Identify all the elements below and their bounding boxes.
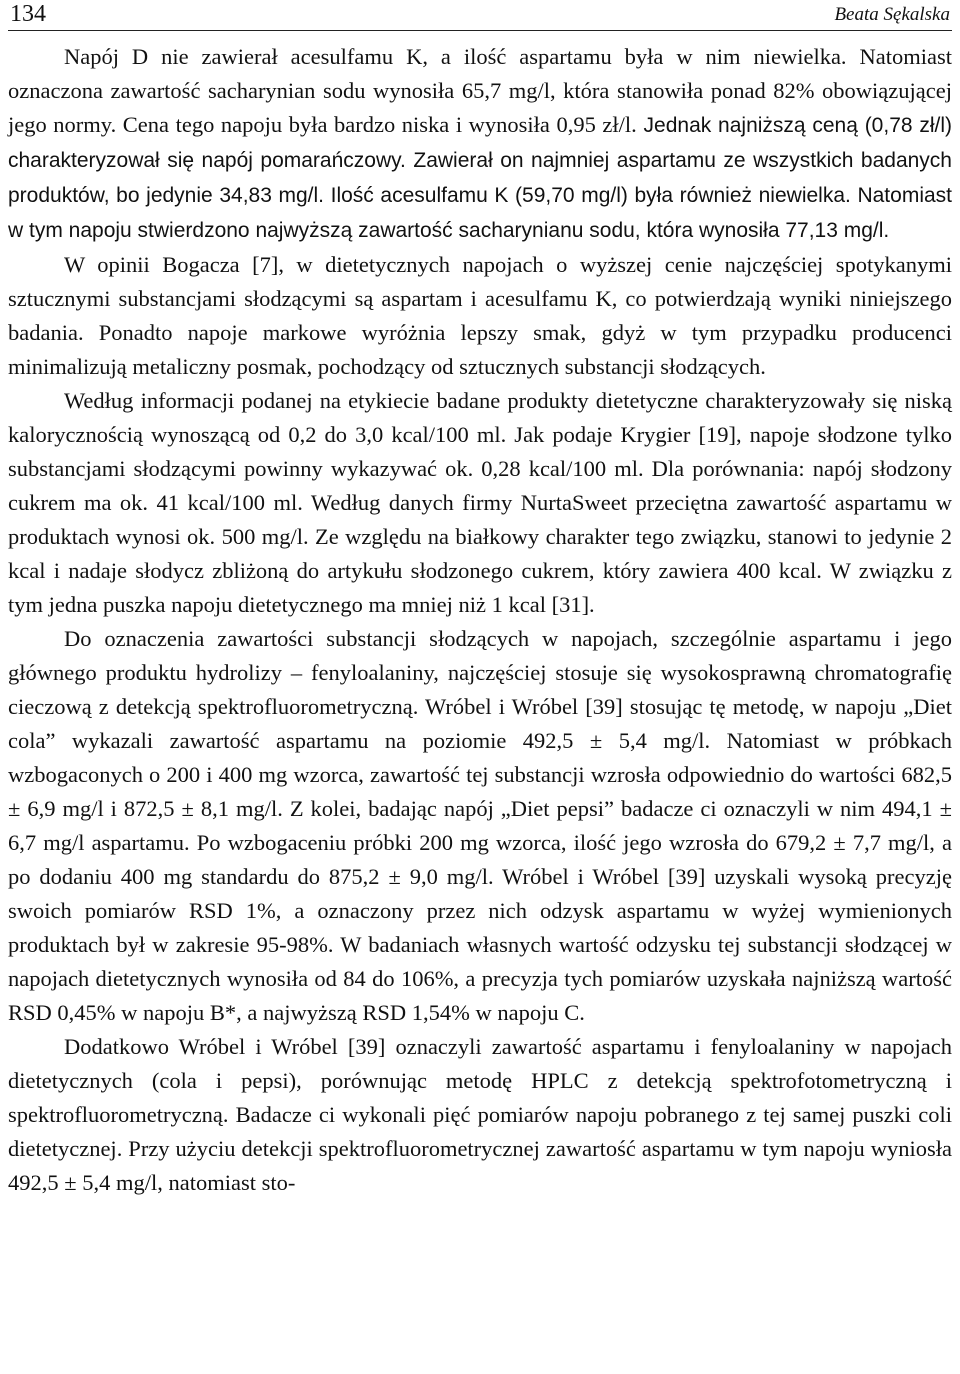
running-header bbox=[8, 0, 952, 31]
paragraph-text: Napój D nie zawierał acesulfamu K, a ilość aspartamu była w nim niewielka. Natomiast oznaczona zawartość sacharynian sodu wynosiła 65,7 mg/l, która stanowiła ponad 82% obowiązującej jego normy. Cena tego napoju była bardzo niska i wynosiła 0,95 zł/l. bbox=[8, 44, 952, 137]
paragraph-text: Do oznaczenia zawartości substancji słodzących w napojach, szczególnie aspartamu i jego głównego produktu hydrolizy – fenyloalaniny, najczęściej stosuje się wysokosprawną chromatografię cieczową z detekcją spektrofluorometryczną. Wróbel i Wróbel [39] stosując tę metodę, w napoju „Diet cola” wykazali zawartość aspartamu na poziomie 492,5 ± 5,4 mg/l. Natomiast w próbkach wzbogaconych o 200 i 400 mg wzorca, zawartość tej substancji wzrosła odpowiednio do wartości 682,5 ± 6,9 mg/l i 872,5 ± 8,1 mg/l. Z kolei, badając napój „Diet pepsi” badacze ci oznaczyli w nim 494,1 ± 6,7 mg/l aspartamu. Po wzbogaceniu próbki 200 mg wzorca, ilość jego wzrosła do 679,2 ± 7,7 mg/l, a po dodaniu 400 mg standardu do 875,2 ± 9,0 mg/l. Wróbel i Wróbel [39] uzyskali wysoką precyzję swoich pomiarów RSD 1%, a oznaczony przez nich odzysk aspartamu w wyżej wymienionych produktach był w zakresie 95-98%. W badaniach własnych wartość odzysku tej substancji słodzącej w napojach dietetycznych wynosiła od 84 do 106%, a precyzja tych pomiarów uzyskała najniższą wartość RSD 0,45% w napoju B*, a najwyższą RSD 1,54% w napoju C. bbox=[8, 626, 952, 1025]
paragraph-bogacz bbox=[8, 248, 952, 384]
paragraph-oznaczenia bbox=[8, 622, 952, 1030]
paragraph-text: Według informacji podanej na etykiecie badane produkty dietetyczne charakteryzowały się niską kalorycznością wynoszącą od 0,2 do 3,0 kcal/100 ml. Jak podaje Krygier [19], napoje słodzone tylko substancjami słodzącymi powinny wykazywać ok. 0,28 kcal/100 ml. Dla porównania: napój słodzony cukrem ma ok. 41 kcal/100 ml. Według danych firmy NurtaSweet przeciętna zawartość aspartamu w produktach wynosi ok. 500 mg/l. Ze względu na białkowy charakter tego związku, stanowi to jedynie 2 kcal i nadaje słodycz zbliżoną do artykułu słodzonego cukrem, który zawiera 400 kcal. W związku z tym jedna puszka napoju dietetycznego ma mniej niż 1 kcal [31]. bbox=[8, 388, 952, 617]
paragraph-dodatkowo bbox=[8, 1030, 952, 1200]
body-text bbox=[8, 40, 952, 1200]
paragraph-kalorycznosc bbox=[8, 384, 952, 622]
running-author: Beata Sękalska bbox=[834, 4, 950, 25]
page-number: 134 bbox=[10, 1, 46, 27]
paragraph-napoj-d bbox=[8, 40, 952, 248]
paragraph-text: W opinii Bogacza [7], w dietetycznych napojach o wyższej cenie najczęściej spotykanymi sztucznymi substancjami słodzącymi są aspartam i acesulfamu K, co potwierdzają wyniki niniejszego badania. Ponadto napoje markowe wyróżnia lepszy smak, gdyż w tym przypadku producenci minimalizują metaliczny posmak, pochodzący od sztucznych substancji słodzących. bbox=[8, 252, 952, 379]
paragraph-text: Dodatkowo Wróbel i Wróbel [39] oznaczyli zawartość aspartamu i fenyloalaniny w napojach dietetycznych (cola i pepsi), porównując metodę HPLC z detekcją spektrofotometryczną i spektrofluorometryczną. Badacze ci wykonali pięć pomiarów napoju pobranego z tej samej puszki coli dietetycznej. Przy użyciu detekcji spektrofluorometrycznej zawartość aspartamu w tym napoju wyniosła 492,5 ± 5,4 mg/l, natomiast sto- bbox=[8, 1034, 952, 1195]
paragraph-text-sans: Jednak najniższą ceną (0,78 zł/l) charakteryzował się napój pomarańczowy. Zawierał on najmniej aspartamu ze wszystkich badanych produktów, bo jedynie 34,83 mg/l. Ilość acesulfamu K (59,70 mg/l) była również niewielka. Natomiast w tym napoju stwierdzono najwyższą zawartość sacharynianu sodu, która wynosiła 77,13 mg/l. bbox=[8, 114, 952, 242]
